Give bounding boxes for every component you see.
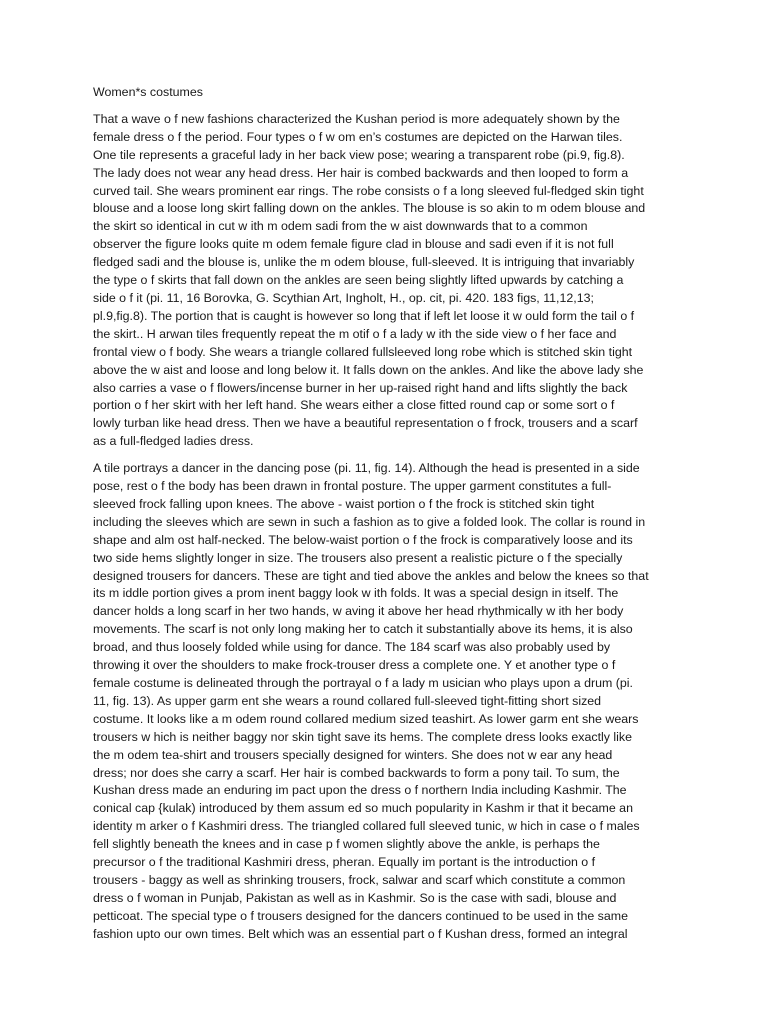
text-line: two side hems slightly longer in size. The trousers also present a realistic picture o f the specially xyxy=(93,550,623,565)
text-line: broad, and thus loosely folded while using for dance. The 184 scarf was also probably used by xyxy=(93,640,611,655)
text-line: fashion upto our own times. Belt which was an essential part o f Kushan dress, formed an integral xyxy=(93,926,628,941)
text-line: precursor o f the traditional Kashmiri dress, pheran. Equally im portant is the introduction o f xyxy=(93,855,596,870)
text-line: fell slightly beneath the knees and in case p f women slightly above the ankle, is perhaps the xyxy=(93,837,600,852)
section-heading: Women*s costumes xyxy=(93,85,203,99)
text-line: A tile portrays a dancer in the dancing pose (pi. 11, fig. 14). Although the head is presented in a side xyxy=(93,461,640,476)
text-line: lowly turban like head dress. Then we have a beautiful representation o f frock, trousers and a scarf xyxy=(93,416,638,431)
text-line: dress o f woman in Punjab, Pakistan as well as in Kashmir. So is the case with sadi, blouse and xyxy=(93,890,617,905)
text-line: pl.9,fig.8). The portion that is caught is however so long that if left let loose it w ould form the tail o f xyxy=(93,308,635,323)
text-line: petticoat. The special type o f trousers designed for the dancers continued to be used in the same xyxy=(93,908,628,923)
text-line: side o f it (pi. 11, 16 Borovka, G. Scythian Art, Ingholt, H., op. cit, pi. 420. 183 figs, 11,12,13; xyxy=(93,290,594,305)
text-line: The lady does not wear any head dress. Her hair is combed backwards and then looped to form a xyxy=(93,165,629,180)
text-line: One tile represents a graceful lady in her back view pose; wearing a transparent robe (pi.9, fig.8). xyxy=(93,147,625,162)
text-line: That a wave o f new fashions characterized the Kushan period is more adequately shown by the xyxy=(93,111,620,126)
text-line: sleeved frock falling upon knees. The above - waist portion o f the frock is stitched skin tight xyxy=(93,496,595,511)
text-line: dancer holds a long scarf in her two hands, w aving it above her head rhythmically w ith her body xyxy=(93,604,624,619)
text-line: as a full-fledged ladies dress. xyxy=(93,434,254,449)
text-line: trousers - baggy as well as shrinking trousers, frock, salwar and scarf which constitute a common xyxy=(93,872,626,887)
text-line: 11, fig. 13). As upper garm ent she wears a round collared full-sleeved tight-fitting short sized xyxy=(93,693,602,708)
text-line: including the sleeves which are sewn in such a fashion as to give a folded look. The collar is round in xyxy=(93,514,646,529)
text-line: the m odem tea-shirt and trousers specially designed for winters. She does not w ear any head xyxy=(93,747,613,762)
text-line: female dress o f the period. Four types o f w om en’s costumes are depicted on the Harwan tiles. xyxy=(93,129,623,144)
text-line: movements. The scarf is not only long making her to catch it substantially above its hems, it is also xyxy=(93,622,633,637)
text-line: Kushan dress made an enduring im pact upon the dress o f northern India including Kashmir. The xyxy=(93,783,627,798)
text-line: observer the figure looks quite m odem female figure clad in blouse and sadi even if it is not full xyxy=(93,237,614,252)
text-line: frontal view o f body. She wears a triangle collared fullsleeved long robe which is stitched skin tight xyxy=(93,344,633,359)
text-line: pose, rest o f the body has been drawn in frontal posture. The upper garment constitutes a full- xyxy=(93,479,612,494)
text-line: identity m arker o f Kashmiri dress. The triangled collared full sleeved tunic, w hich in case o f males xyxy=(93,819,640,834)
text-line: throwing it over the shoulders to make frock-trouser dress a complete one. Y et another type o f xyxy=(93,658,616,673)
text-line: above the w aist and loose and long below it. It falls down on the ankles. And like the above lady she xyxy=(93,362,644,377)
text-line: the skirt.. H arwan tiles frequently repeat the m otif o f a lady w ith the side view o f her face and xyxy=(93,326,617,341)
text-line: portion o f her skirt with her left hand. She wears either a close fitted round cap or some sort o f xyxy=(93,398,615,413)
paragraph-1 xyxy=(93,111,673,451)
text-line: the type o f skirts that fall down on the ankles are seen being slightly lifted upwards by catching a xyxy=(93,273,624,288)
text-line: costume. It looks like a m odem round collared medium sized teashirt. As lower garm ent she wears xyxy=(93,711,639,726)
text-line: fledged sadi and the blouse is, unlike the m odem blouse, full-sleeved. It is intriguing that invariably xyxy=(93,255,635,270)
document-page xyxy=(93,84,673,944)
text-line: trousers w hich is neither baggy nor skin tight save its hems. The complete dress looks exactly like xyxy=(93,729,633,744)
paragraph-2 xyxy=(93,460,673,943)
text-line: blouse and a loose long skirt falling down on the ankles. The blouse is so akin to m odem blouse and xyxy=(93,201,646,216)
text-line: its m iddle portion gives a prom inent baggy look w ith folds. It was a special design in itself. The xyxy=(93,586,619,601)
text-line: female costume is delineated through the portrayal o f a lady m usician who plays upon a drum (pi. xyxy=(93,676,633,690)
text-line: dress; nor does she carry a scarf. Her hair is combed backwards to form a pony tail. To sum, the xyxy=(93,765,620,780)
text-line: curved tail. She wears prominent ear rings. The robe consists o f a long sleeved ful-fledged skin tight xyxy=(93,183,644,198)
text-line: the skirt so identical in cut w ith m odem sadi from the w aist downwards that to a common xyxy=(93,219,588,234)
text-line: also carries a vase o f flowers/incense burner in her up-raised right hand and lifts slightly the back xyxy=(93,380,628,395)
text-line: shape and alm ost half-necked. The below-waist portion o f the frock is comparatively loose and its xyxy=(93,532,633,547)
text-line: designed trousers for dancers. These are tight and tied above the ankles and below the knees so that xyxy=(93,568,649,583)
text-line: conical cap {kulak) introduced by them assum ed so much popularity in Kashm ir that it became an xyxy=(93,801,633,816)
